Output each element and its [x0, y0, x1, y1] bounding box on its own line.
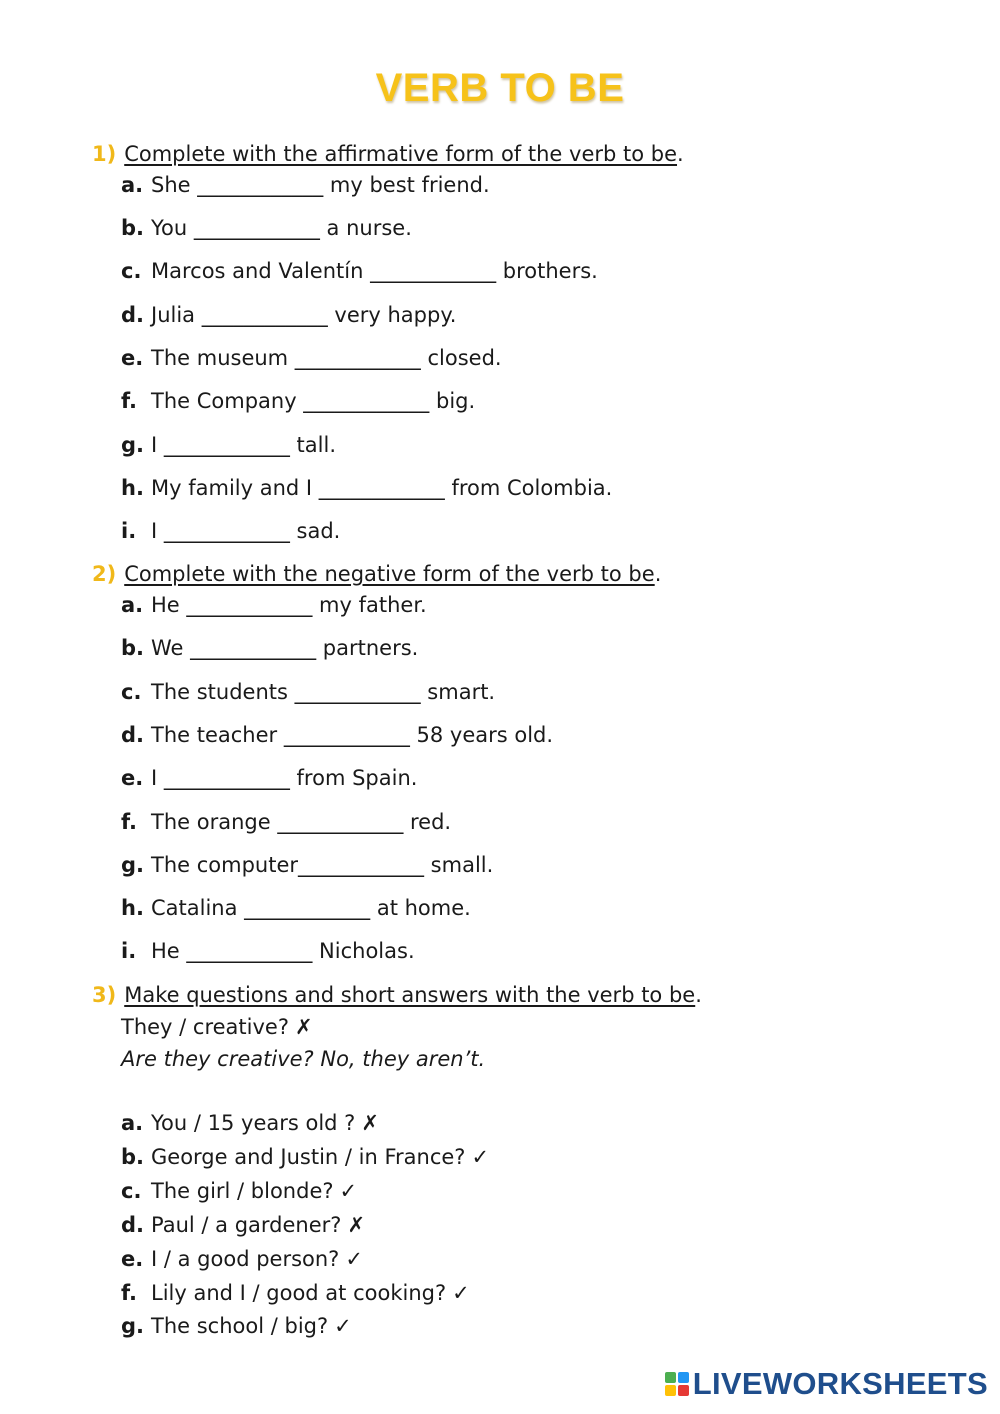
item-letter: f.	[121, 389, 137, 413]
cross-icon: ✗	[361, 1111, 379, 1135]
item-text: Paul / a gardener?	[151, 1213, 342, 1237]
section-2-period: .	[654, 562, 662, 586]
item-text: The Company ____________ big.	[151, 389, 476, 413]
example-prompt	[121, 1015, 313, 1039]
item-text: The museum ____________ closed.	[151, 346, 502, 370]
s3-item-g	[121, 1314, 352, 1338]
s1-item-a	[121, 173, 490, 197]
s3-item-d	[121, 1213, 365, 1237]
s1-item-g	[121, 433, 336, 457]
item-letter: b.	[121, 216, 145, 240]
section-1-number: 1)	[92, 142, 117, 166]
item-letter: g.	[121, 853, 145, 877]
s3-item-f	[121, 1281, 470, 1305]
cross-icon: ✗	[294, 1015, 313, 1039]
item-letter: e.	[121, 346, 144, 370]
item-text: The computer____________ small.	[151, 853, 494, 877]
item-letter: i.	[121, 519, 137, 543]
item-text: Julia ____________ very happy.	[151, 303, 457, 327]
section-1-instruction: Complete with the affirmative form of the verb to be	[124, 142, 678, 166]
item-text: He ____________ Nicholas.	[151, 939, 415, 963]
item-letter: a.	[121, 173, 144, 197]
item-text: She ____________ my best friend.	[151, 173, 490, 197]
item-letter: a.	[121, 593, 144, 617]
item-letter: d.	[121, 1213, 145, 1237]
logo-square-icon	[665, 1385, 676, 1396]
check-icon: ✓	[471, 1145, 490, 1169]
item-text: We ____________ partners.	[151, 636, 419, 660]
item-letter: c.	[121, 680, 142, 704]
item-letter: b.	[121, 636, 145, 660]
s2-item-c	[121, 680, 495, 704]
s1-item-h	[121, 476, 612, 500]
item-letter: f.	[121, 810, 137, 834]
item-letter: d.	[121, 723, 145, 747]
item-text: Lily and I / good at cooking?	[151, 1281, 447, 1305]
s1-item-c	[121, 259, 598, 283]
check-icon: ✓	[334, 1314, 352, 1338]
s2-item-h	[121, 896, 471, 920]
s1-item-f	[121, 389, 475, 413]
brand-name: LIVEWORKSHEETS	[692, 1366, 988, 1401]
item-text: I / a good person?	[151, 1247, 340, 1271]
section-1-period: .	[677, 142, 684, 166]
item-letter: f.	[121, 1281, 137, 1305]
section-3-number: 3)	[92, 983, 117, 1007]
item-letter: h.	[121, 476, 144, 500]
example-answer: Are they creative? No, they aren’t.	[121, 1047, 486, 1071]
item-text: I ____________ sad.	[151, 519, 341, 543]
item-text: Marcos and Valentín ____________ brothers.	[151, 259, 598, 283]
check-icon: ✓	[339, 1179, 358, 1203]
s2-item-d	[121, 723, 553, 747]
logo-grid-icon	[665, 1372, 689, 1396]
s1-item-b	[121, 216, 412, 240]
item-letter: a.	[121, 1111, 144, 1135]
item-text: He ____________ my father.	[151, 593, 427, 617]
item-text: Catalina ____________ at home.	[151, 896, 471, 920]
item-text: George and Justin / in France?	[151, 1145, 466, 1169]
s2-item-e	[121, 766, 417, 790]
s1-item-i	[121, 519, 340, 543]
item-text: The girl / blonde?	[151, 1179, 334, 1203]
s3-item-a	[121, 1111, 379, 1135]
logo-square-icon	[678, 1372, 689, 1383]
item-text: The school / big?	[151, 1314, 329, 1338]
item-letter: e.	[121, 1247, 144, 1271]
check-icon: ✓	[345, 1247, 363, 1271]
s3-item-c	[121, 1179, 357, 1203]
item-letter: e.	[121, 766, 144, 790]
item-letter: h.	[121, 896, 144, 920]
item-letter: c.	[121, 259, 142, 283]
item-text: I ____________ tall.	[151, 433, 336, 457]
s2-item-f	[121, 810, 451, 834]
section-3-heading	[92, 983, 702, 1007]
cross-icon: ✗	[347, 1213, 366, 1237]
s3-item-b	[121, 1145, 489, 1169]
item-text: The orange ____________ red.	[151, 810, 452, 834]
item-text: You / 15 years old ?	[151, 1111, 356, 1135]
section-3-instruction: Make questions and short answers with the verb to be	[124, 983, 696, 1007]
worksheet-title: VERB TO BE	[375, 66, 625, 110]
logo-square-icon	[665, 1372, 676, 1383]
s2-item-g	[121, 853, 493, 877]
s1-item-d	[121, 303, 456, 327]
s1-item-e	[121, 346, 502, 370]
s2-item-a	[121, 593, 427, 617]
item-text: The teacher ____________ 58 years old.	[151, 723, 554, 747]
item-letter: i.	[121, 939, 137, 963]
logo-square-icon	[678, 1385, 689, 1396]
item-letter: b.	[121, 1145, 145, 1169]
item-text: I ____________ from Spain.	[151, 766, 418, 790]
item-text: The students ____________ smart.	[151, 680, 496, 704]
check-icon: ✓	[452, 1281, 470, 1305]
section-2-heading	[92, 562, 661, 586]
item-text: My family and I ____________ from Colombia.	[151, 476, 613, 500]
item-letter: g.	[121, 1314, 145, 1338]
section-2-number: 2)	[92, 562, 117, 586]
liveworksheets-logo[interactable]	[665, 1366, 988, 1402]
section-3-period: .	[695, 983, 702, 1007]
example-prompt-text: They / creative?	[121, 1015, 289, 1039]
section-2-instruction: Complete with the negative form of the verb to be	[124, 562, 655, 586]
s2-item-b	[121, 636, 418, 660]
item-text: You ____________ a nurse.	[151, 216, 412, 240]
s2-item-i	[121, 939, 415, 963]
item-letter: c.	[121, 1179, 142, 1203]
s3-item-e	[121, 1247, 363, 1271]
section-1-heading	[92, 142, 684, 166]
item-letter: g.	[121, 433, 145, 457]
item-letter: d.	[121, 303, 145, 327]
